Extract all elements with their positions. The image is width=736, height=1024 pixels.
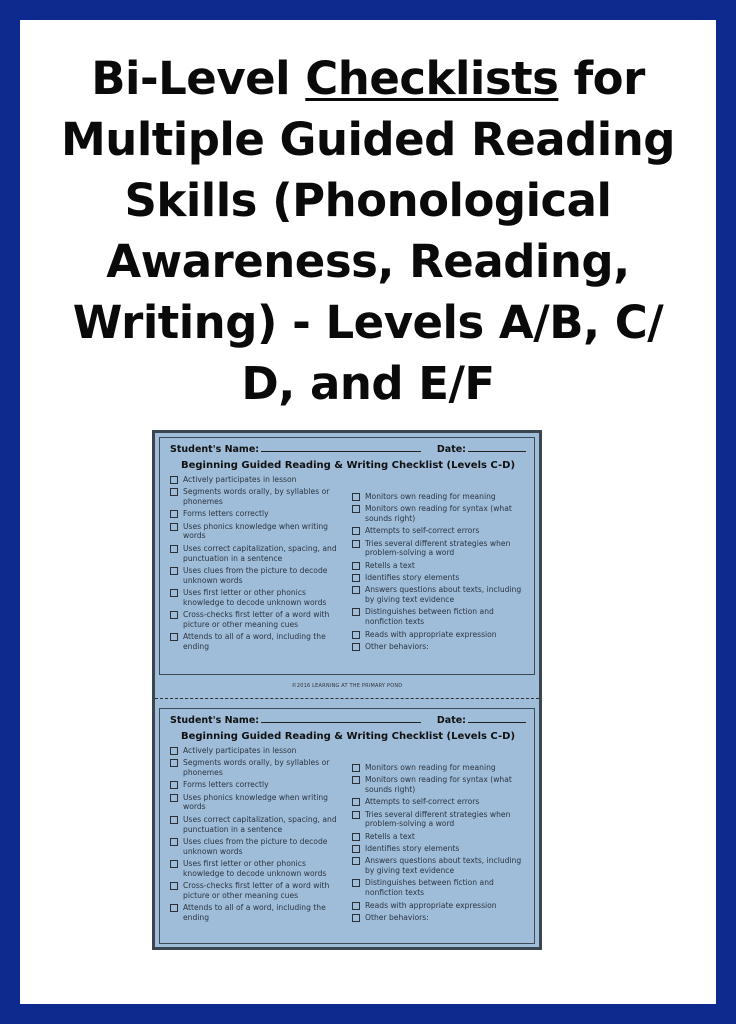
checklist-item <box>170 475 346 485</box>
checkbox <box>170 523 178 531</box>
checkbox <box>352 845 360 853</box>
checklist-card-bottom <box>159 708 535 944</box>
student-name-label: Student's Name: <box>170 444 260 455</box>
checkbox <box>352 527 360 535</box>
checklist-item <box>170 566 346 586</box>
checklist-item <box>352 832 522 842</box>
checklist-item-label: Uses first letter or other phonics knowledge to decode unknown words <box>183 858 327 878</box>
checklist-item <box>170 881 346 901</box>
checklist-item-label: Other behaviors: <box>365 912 429 922</box>
checklist-item <box>352 913 522 923</box>
checklist-item-label: Attends to all of a word, including the ending <box>183 632 326 651</box>
checkbox <box>170 882 178 890</box>
checklist-item-label: Tries several different strategies when problem-solving a word <box>365 809 511 829</box>
checkbox <box>352 833 360 841</box>
checklist-item <box>352 504 522 524</box>
checklist-item <box>170 487 346 507</box>
checkbox <box>352 643 360 651</box>
checklist-item-label: Uses clues from the picture to decode unknown words <box>183 836 328 856</box>
checklist-item <box>352 901 522 911</box>
checkbox <box>352 562 360 570</box>
checkbox <box>352 505 360 513</box>
checklist-item <box>170 903 346 923</box>
left-column <box>170 475 346 654</box>
checklist-item-label: Cross-checks first letter of a word with picture or other meaning cues <box>183 610 330 629</box>
checklist-item-label: Uses phonics knowledge when writing words <box>183 792 328 812</box>
date-label: Date: <box>436 444 466 455</box>
checklist-heading: Beginning Guided Reading & Writing Checklist (Levels C-D) <box>180 460 516 471</box>
checklist-item-label: Monitors own reading for syntax (what sounds right) <box>365 775 512 795</box>
checklist-item <box>352 561 522 571</box>
checkbox <box>170 794 178 802</box>
checklist-item <box>170 746 346 756</box>
checkbox <box>170 545 178 553</box>
checkbox <box>170 567 178 575</box>
checklist-item <box>352 585 522 605</box>
checkbox <box>170 747 178 755</box>
copyright-text: ©2016 LEARNING AT THE PRIMARY POND <box>291 683 403 689</box>
right-column <box>352 475 522 654</box>
checklist-item-label: Attempts to self-correct errors <box>365 526 480 536</box>
checkbox <box>170 860 178 868</box>
checkbox <box>352 608 360 616</box>
checkbox <box>170 510 178 518</box>
checkbox <box>170 816 178 824</box>
checkbox <box>170 589 178 597</box>
checkbox <box>170 781 178 789</box>
checklist-item-label: Forms letters correctly <box>183 780 269 790</box>
checklist-item-label: Actively participates in lesson <box>183 746 297 755</box>
checklist-item <box>352 775 522 795</box>
checklist-item <box>170 793 346 813</box>
checkbox <box>352 914 360 922</box>
checklist-item <box>352 810 522 830</box>
checkbox <box>352 586 360 594</box>
checkbox <box>352 764 360 772</box>
checkbox <box>352 574 360 582</box>
checklist-item-label: Segments words orally, by syllables or phonemes <box>183 487 330 507</box>
checkbox <box>352 493 360 501</box>
checklist-item-label: Reads with appropriate expression <box>365 629 497 639</box>
page-title: Bi-Level Checklists for Multiple Guided Reading Skills (Phonological Awareness, Reading, Writing) - Levels A/B, C/ D, and E/F <box>61 52 675 410</box>
checklist-item-label: Uses first letter or other phonics knowledge to decode unknown words <box>183 587 327 607</box>
checkbox <box>170 838 178 846</box>
checklist-item <box>170 544 346 564</box>
checkbox <box>170 904 178 912</box>
checklist-item-label: Monitors own reading for meaning <box>365 492 496 501</box>
checklist-item <box>352 642 522 652</box>
date-line <box>468 442 526 452</box>
checklist-item <box>170 859 346 879</box>
checklist-heading: Beginning Guided Reading & Writing Checklist (Levels C-D) <box>180 731 516 742</box>
checklist-item-label: Identifies story elements <box>365 844 460 854</box>
checkbox <box>352 811 360 819</box>
right-column <box>352 746 522 925</box>
date-line <box>468 713 526 723</box>
checklist-item <box>170 837 346 857</box>
checklist-item-label: Attempts to self-correct errors <box>365 797 480 807</box>
checkbox <box>170 611 178 619</box>
checklist-item-label: Retells a text <box>365 831 415 841</box>
checkbox <box>170 476 178 484</box>
checkbox <box>352 857 360 865</box>
checkbox <box>170 759 178 767</box>
student-name-line <box>261 442 421 452</box>
checklist-item-label: Identifies story elements <box>365 573 460 583</box>
checklist-item-label: Distinguishes between fiction and nonfiction texts <box>365 607 494 627</box>
checklist-item-label: Uses correct capitalization, spacing, and punctuation in a sentence <box>183 814 337 834</box>
cut-line-divider <box>155 698 539 699</box>
checklist-item-label: Answers questions about texts, including by giving text evidence <box>365 856 522 876</box>
checklist-item-label: Attends to all of a word, including the ending <box>183 903 326 922</box>
checklist-item-label: Monitors own reading for syntax (what sounds right) <box>365 504 512 524</box>
checkbox <box>170 633 178 641</box>
checklist-item-label: Answers questions about texts, including by giving text evidence <box>365 585 522 605</box>
checklist-item <box>352 797 522 807</box>
checklist-item-label: Monitors own reading for meaning <box>365 763 496 772</box>
checklist-item <box>170 815 346 835</box>
checklist-item-label: Uses phonics knowledge when writing words <box>183 521 328 541</box>
checklist-item-label: Uses correct capitalization, spacing, and punctuation in a sentence <box>183 543 337 563</box>
checklist-item-label: Distinguishes between fiction and nonfiction texts <box>365 878 494 898</box>
checklist-item <box>170 780 346 790</box>
checkbox <box>352 776 360 784</box>
checklist-item <box>352 539 522 559</box>
checklist-item-label: Cross-checks first letter of a word with picture or other meaning cues <box>183 881 330 900</box>
title-underlined-word: Checklists <box>305 52 559 105</box>
checklist-item <box>352 856 522 876</box>
date-label: Date: <box>436 715 466 726</box>
checklist-card-top <box>159 437 535 675</box>
checklist-item-label: Reads with appropriate expression <box>365 900 497 910</box>
checklist-item <box>170 632 346 652</box>
checklist-item <box>170 588 346 608</box>
checklist-item <box>352 573 522 583</box>
checklist-item <box>352 630 522 640</box>
checkbox <box>352 798 360 806</box>
checklist-item-label: Segments words orally, by syllables or phonemes <box>183 758 330 778</box>
checklist-item <box>170 610 346 630</box>
checklist-item <box>352 492 522 502</box>
checklist-item <box>170 509 346 519</box>
checklist-item-label: Tries several different strategies when problem-solving a word <box>365 538 511 558</box>
checkbox <box>352 540 360 548</box>
checklist-item <box>170 522 346 542</box>
student-name-line <box>261 713 421 723</box>
checkbox <box>352 631 360 639</box>
checklist-item <box>170 758 346 778</box>
checklist-item <box>352 878 522 898</box>
checklist-item <box>352 526 522 536</box>
checkbox <box>170 488 178 496</box>
checkbox <box>352 879 360 887</box>
checklist-item <box>352 844 522 854</box>
checklist-item-label: Actively participates in lesson <box>183 475 297 484</box>
checkbox <box>352 902 360 910</box>
checklist-item-label: Retells a text <box>365 560 415 570</box>
checklist-item-label: Uses clues from the picture to decode unknown words <box>183 565 328 585</box>
checklist-preview-image <box>152 430 542 950</box>
checklist-item <box>352 763 522 773</box>
checklist-item-label: Other behaviors: <box>365 641 429 651</box>
checklist-item <box>352 607 522 627</box>
checklist-item-label: Forms letters correctly <box>183 509 269 519</box>
student-name-label: Student's Name: <box>170 715 260 726</box>
left-column <box>170 746 346 925</box>
